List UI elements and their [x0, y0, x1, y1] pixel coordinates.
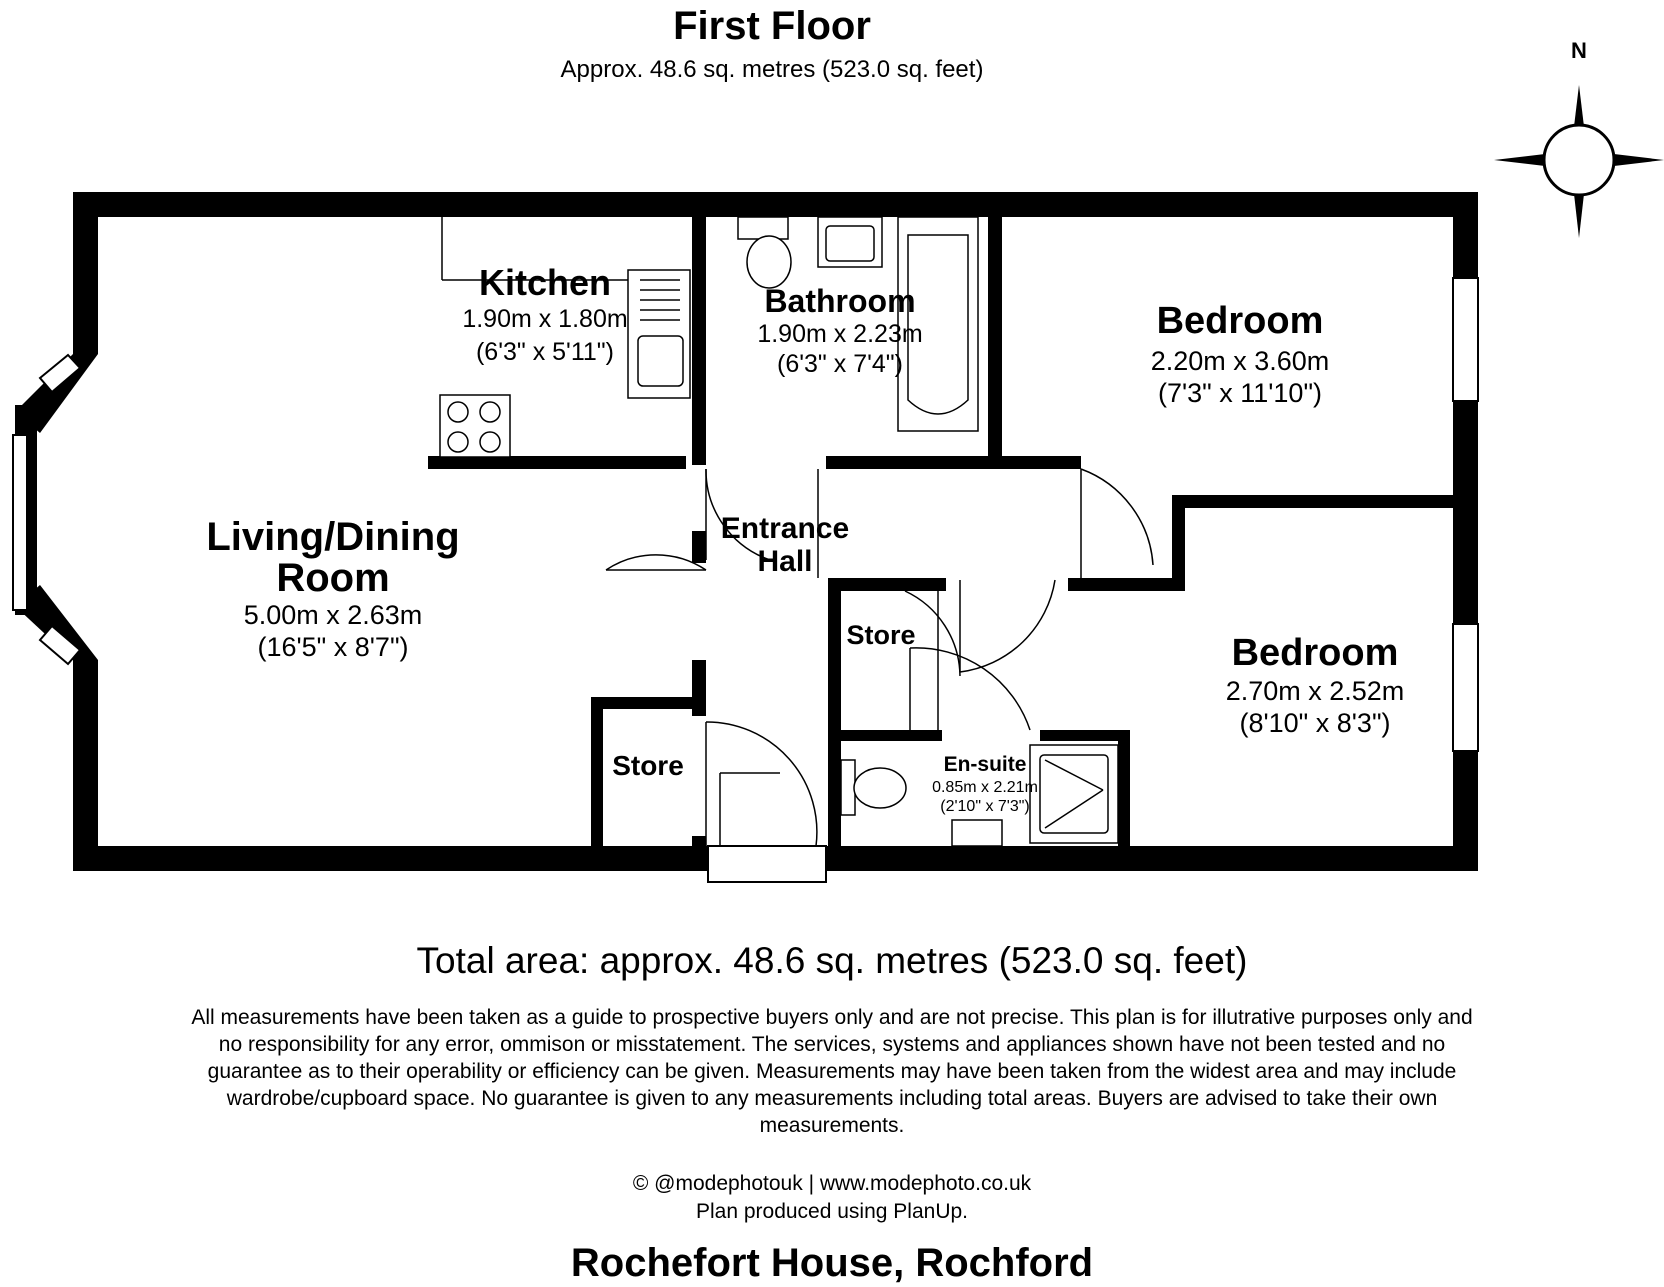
- bedroom-2-label: Bedroom: [1231, 632, 1399, 674]
- entrance-hall-label-line2: Hall: [757, 545, 813, 578]
- ensuite-label: En-suite: [943, 753, 1027, 776]
- kitchen-fixtures: [440, 217, 690, 457]
- kitchen-metric: 1.90m x 1.80m: [462, 305, 628, 333]
- living-room-label-line1: Living/Dining: [206, 515, 460, 559]
- credit-line-1: © @modephotouk | www.modephoto.co.uk: [632, 1172, 1032, 1195]
- kitchen-label: Kitchen: [478, 262, 611, 303]
- compass-icon: [1494, 38, 1664, 238]
- living-room-metric: 5.00m x 2.63m: [243, 600, 423, 630]
- bedroom-1-imperial: (7'3" x 11'10"): [1157, 378, 1323, 408]
- property-name: Rochefort House, Rochford: [570, 1241, 1094, 1285]
- living-room-imperial: (16'5" x 8'7"): [257, 632, 409, 662]
- ensuite-imperial: (2'10" x 7'3"): [940, 798, 1030, 815]
- entrance-door-frame: [708, 846, 826, 882]
- bedroom-1-metric: 2.20m x 3.60m: [1150, 346, 1330, 376]
- credit-line-2: Plan produced using PlanUp.: [695, 1200, 968, 1223]
- compass-north-label: N: [1571, 38, 1587, 63]
- store-label-2: Store: [612, 750, 684, 781]
- bathroom-label: Bathroom: [764, 283, 916, 319]
- store-label-1: Store: [846, 620, 916, 650]
- bathroom-imperial: (6'3" x 7'4"): [777, 350, 903, 378]
- bedroom-2-imperial: (8'10" x 8'3"): [1239, 708, 1391, 738]
- kitchen-imperial: (6'3" x 5'11"): [475, 338, 614, 366]
- bedroom-2-metric: 2.70m x 2.52m: [1225, 676, 1405, 706]
- floor-area: Approx. 48.6 sq. metres (523.0 sq. feet): [560, 56, 984, 83]
- total-area: Total area: approx. 48.6 sq. metres (523.0 sq. feet): [416, 940, 1248, 981]
- entrance-hall-label-line1: Entrance: [720, 512, 850, 545]
- living-room-label-line2: Room: [276, 556, 390, 600]
- floor-title: First Floor: [673, 4, 871, 48]
- bedroom-1-label: Bedroom: [1156, 300, 1324, 342]
- bathroom-metric: 1.90m x 2.23m: [757, 320, 923, 348]
- disclaimer-text: All measurements have been taken as a guide to prospective buyers only and are not precise. This plan is for illutrative purposes only and no responsibility for any error, ommison or misstatement. The services, systems and appliances shown have not been tested and no guarantee as to their operability or efficiency can be given. Measurements may have been taken from the widest area and may include wardrobe/cupboard space. No guarantee is given to any measurements including total areas. Buyers are advised to take their own measurements.: [191, 1006, 1473, 1137]
- ensuite-metric: 0.85m x 2.21m: [932, 779, 1038, 796]
